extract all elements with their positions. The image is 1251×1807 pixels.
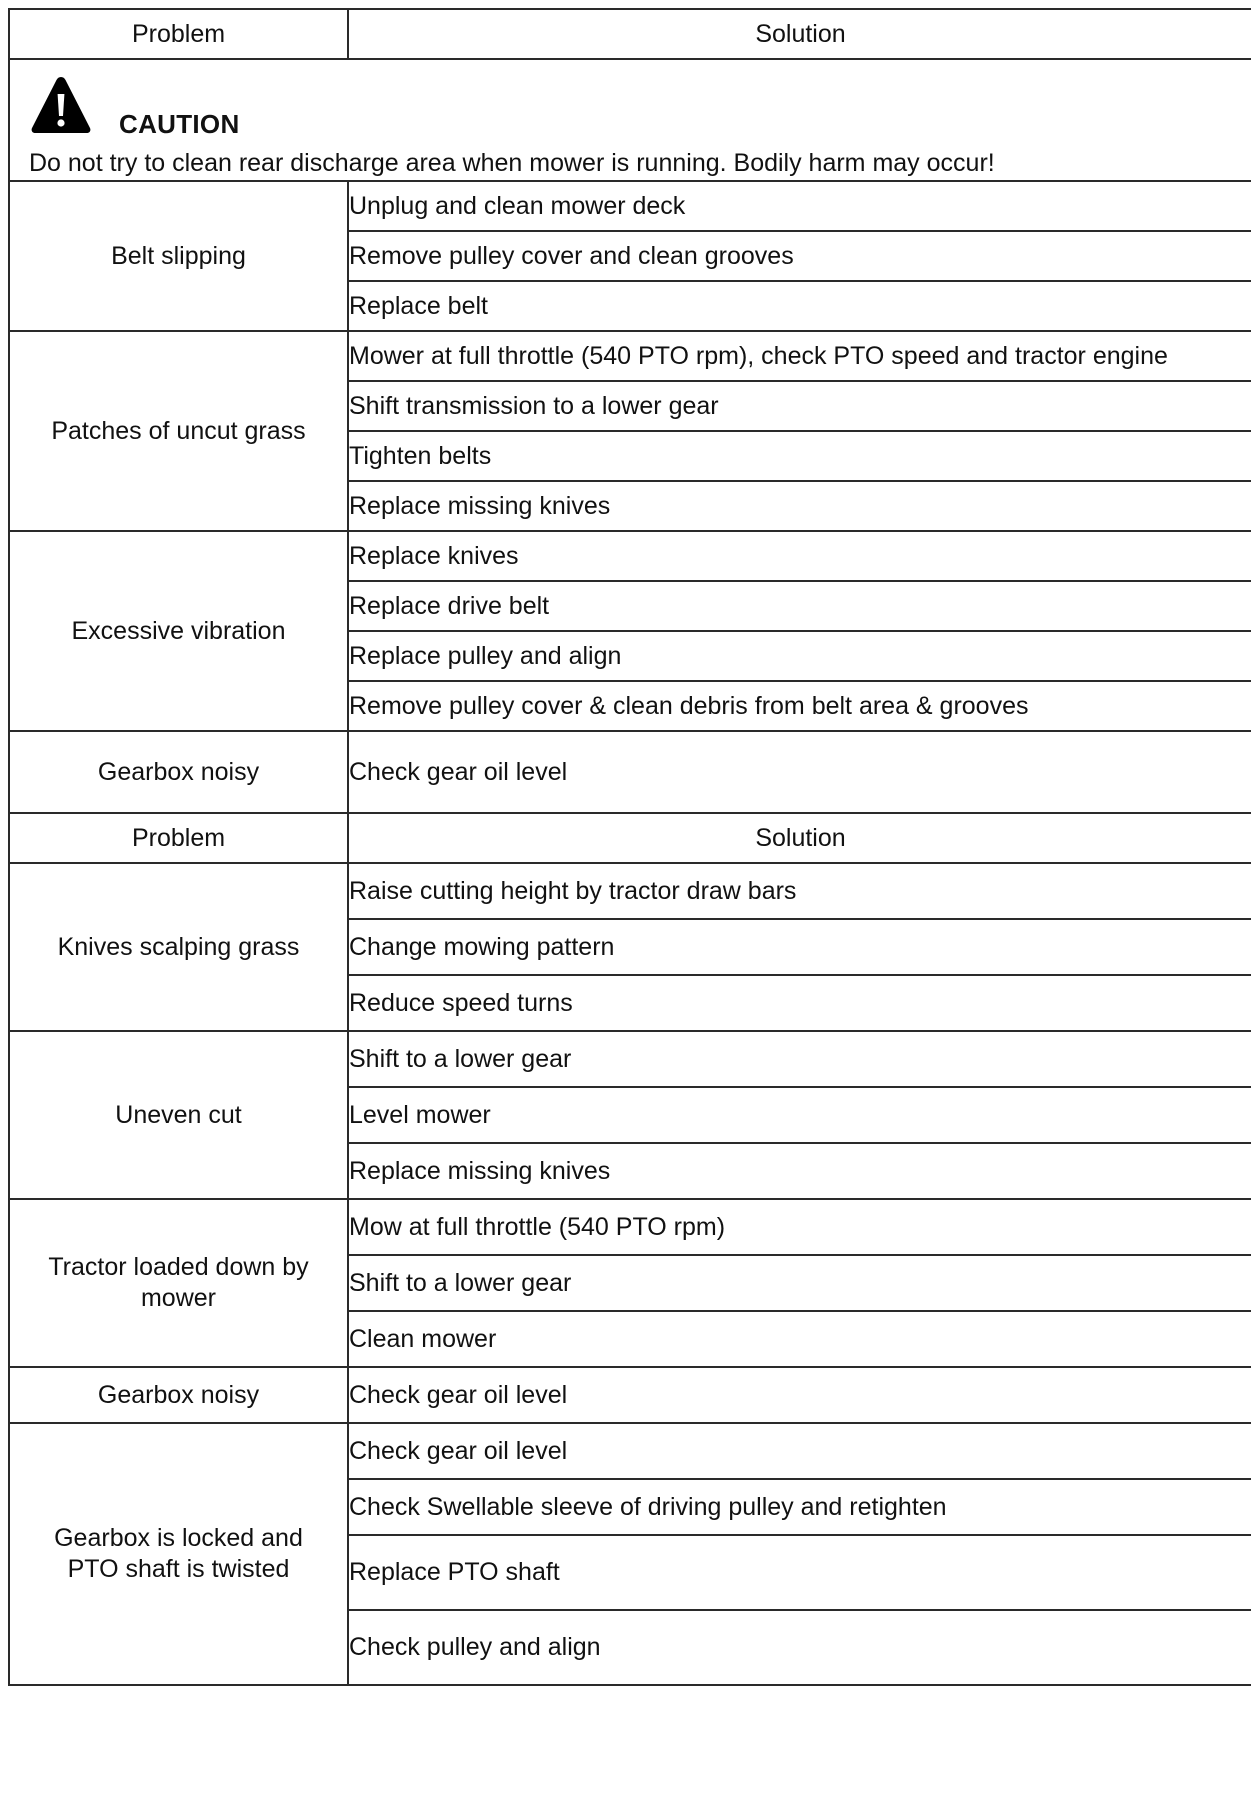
caution-notice xyxy=(9,59,1251,181)
problem-cell: Excessive vibration xyxy=(9,531,348,731)
solution-column-header: Solution xyxy=(348,813,1251,863)
troubleshooting-document xyxy=(8,8,1251,1686)
solution-cell: Reduce speed turns xyxy=(348,975,1251,1031)
solution-cell: Level mower xyxy=(348,1087,1251,1143)
table-row xyxy=(9,1423,1251,1479)
solution-cell: Raise cutting height by tractor draw bars xyxy=(348,863,1251,919)
solution-cell: Shift to a lower gear xyxy=(348,1031,1251,1087)
solution-cell: Mow at full throttle (540 PTO rpm) xyxy=(348,1199,1251,1255)
table-row xyxy=(9,1367,1251,1423)
problem-cell: Belt slipping xyxy=(9,181,348,331)
caution-row xyxy=(9,59,1251,181)
caution-text: Do not try to clean rear discharge area when mower is running. Bodily harm may occur! xyxy=(29,149,995,177)
problem-cell: Uneven cut xyxy=(9,1031,348,1199)
table-header-row xyxy=(9,813,1251,863)
solution-cell: Replace pulley and align xyxy=(348,631,1251,681)
problem-cell xyxy=(9,1199,348,1367)
solution-cell: Check gear oil level xyxy=(348,1423,1251,1479)
table-row xyxy=(9,331,1251,381)
solution-cell: Remove pulley cover and clean grooves xyxy=(348,231,1251,281)
problem-line: PTO shaft is twisted xyxy=(67,1555,290,1583)
caution-heading xyxy=(10,61,1251,139)
problem-line: mower xyxy=(140,1284,216,1312)
solution-cell: Replace belt xyxy=(348,281,1251,331)
solution-cell: Shift transmission to a lower gear xyxy=(348,381,1251,431)
solution-cell: Check gear oil level xyxy=(348,1367,1251,1423)
problem-line: Gearbox is locked and xyxy=(54,1524,303,1552)
problem-cell: Gearbox noisy xyxy=(9,731,348,813)
table-row xyxy=(9,1031,1251,1087)
caution-title: CAUTION xyxy=(119,109,240,139)
problem-line: Tractor loaded down by xyxy=(48,1253,309,1281)
solution-cell: Replace drive belt xyxy=(348,581,1251,631)
solution-cell: Replace PTO shaft xyxy=(348,1535,1251,1610)
table-row xyxy=(9,181,1251,231)
solution-cell: Check Swellable sleeve of driving pulley and retighten xyxy=(348,1479,1251,1535)
table-row xyxy=(9,1199,1251,1255)
solution-column-header: Solution xyxy=(348,9,1251,59)
solution-cell: Remove pulley cover & clean debris from belt area & grooves xyxy=(348,681,1251,731)
solution-cell: Replace missing knives xyxy=(348,1143,1251,1199)
solution-cell: Unplug and clean mower deck xyxy=(348,181,1251,231)
solution-cell: Clean mower xyxy=(348,1311,1251,1367)
troubleshooting-table xyxy=(8,8,1251,1686)
table-header-row xyxy=(9,9,1251,59)
problem-cell xyxy=(9,1423,348,1685)
solution-cell: Change mowing pattern xyxy=(348,919,1251,975)
problem-cell: Patches of uncut grass xyxy=(9,331,348,531)
warning-triangle-icon xyxy=(30,74,92,136)
problem-column-header: Problem xyxy=(9,9,348,59)
solution-cell: Check gear oil level xyxy=(348,731,1251,813)
table-row xyxy=(9,731,1251,813)
table-row xyxy=(9,863,1251,919)
solution-cell: Check pulley and align xyxy=(348,1610,1251,1685)
solution-cell: Replace missing knives xyxy=(348,481,1251,531)
problem-column-header: Problem xyxy=(9,813,348,863)
problem-cell: Gearbox noisy xyxy=(9,1367,348,1423)
table-row xyxy=(9,531,1251,581)
solution-cell: Replace knives xyxy=(348,531,1251,581)
solution-cell: Tighten belts xyxy=(348,431,1251,481)
problem-cell: Knives scalping grass xyxy=(9,863,348,1031)
solution-cell: Mower at full throttle (540 PTO rpm), check PTO speed and tractor engine xyxy=(348,331,1251,381)
solution-cell: Shift to a lower gear xyxy=(348,1255,1251,1311)
